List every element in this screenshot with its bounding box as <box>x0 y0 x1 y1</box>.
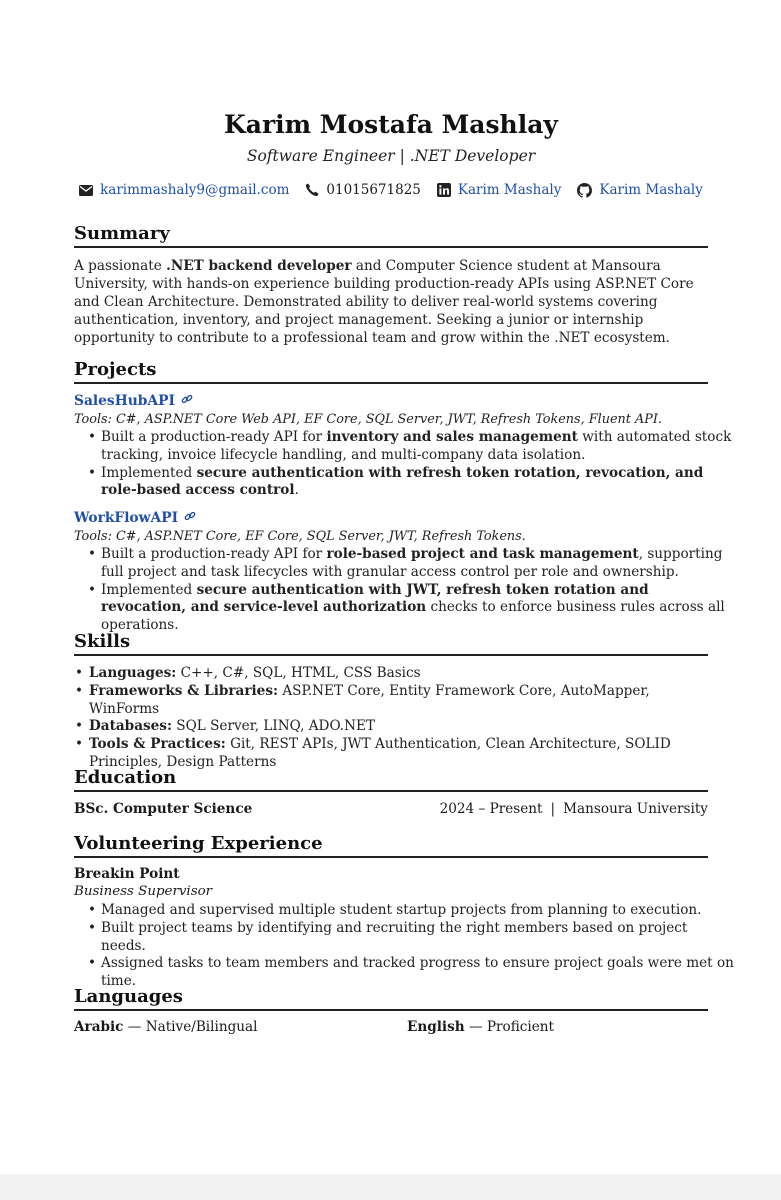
summary-text-part: A passionate <box>74 258 167 274</box>
link-icon[interactable] <box>181 392 193 410</box>
email-link[interactable]: karimmashaly9@gmail.com <box>100 182 290 198</box>
education-entry <box>74 800 708 818</box>
contact-phone <box>305 182 420 198</box>
project-title-saleshub[interactable] <box>74 392 193 410</box>
volunteer-org: Breakin Point <box>74 866 180 882</box>
separator: | <box>550 801 556 817</box>
summary-heading: Summary <box>74 223 708 248</box>
envelope-icon <box>79 185 93 196</box>
bullet-text: Implemented <box>101 581 197 598</box>
candidate-name: Karim Mostafa Mashlay <box>224 110 558 139</box>
bullet-bold: inventory and sales management <box>326 429 578 445</box>
list-item: • Built project teams by identifying and recruiting the right members based on project needs. <box>101 920 735 956</box>
bullet-text: checks to enforce business rules across all operations. <box>101 599 725 634</box>
bullet-text: . <box>294 482 299 499</box>
summary-text-bold: .NET backend developer <box>166 258 352 274</box>
linkedin-icon <box>437 183 451 197</box>
list-item <box>89 718 723 736</box>
project-bullets <box>74 429 735 500</box>
language-level: — Native/Bilingual <box>123 1019 258 1035</box>
contact-row <box>74 182 708 198</box>
education-meta <box>440 800 708 818</box>
project-tools: Tools: C#, ASP.NET Core, EF Core, SQL Server, JWT, Refresh Tokens. <box>74 529 526 544</box>
skill-value: C++, C#, SQL, HTML, CSS Basics <box>176 665 421 681</box>
language-name: Arabic <box>74 1019 124 1035</box>
bullet-text: Implemented <box>101 464 197 481</box>
volunteering-heading: Volunteering Experience <box>74 833 708 858</box>
bullet-text: , supporting full project and task lifecycles with granular access control per role and ownership. <box>101 546 723 580</box>
project-bullets <box>74 546 735 635</box>
skills-list <box>74 665 723 772</box>
projects-heading: Projects <box>74 359 708 384</box>
list-item: • Assigned tasks to team members and tracked progress to ensure project goals were met on time. <box>101 955 735 991</box>
bullet-bold: secure authentication with JWT, refresh token rotation and revocation, and service-level authorization <box>101 581 649 616</box>
list-item <box>89 683 723 719</box>
skills-heading: Skills <box>74 631 708 656</box>
link-icon[interactable] <box>184 509 196 527</box>
languages-heading: Languages <box>74 986 708 1011</box>
list-item <box>101 582 735 635</box>
volunteer-role: Business Supervisor <box>74 884 213 899</box>
education-dates: 2024 – Present <box>439 801 543 817</box>
language-entry <box>74 1018 258 1036</box>
github-icon <box>577 183 592 198</box>
project-tools: Tools: C#, ASP.NET Core Web API, EF Core, SQL Server, JWT, Refresh Tokens, Fluent API. <box>74 412 662 427</box>
list-item <box>101 546 735 582</box>
bullet-text: Built a production-ready API for <box>101 546 327 562</box>
list-item: • Managed and supervised multiple student startup projects from planning to execution. <box>101 902 735 920</box>
bullet-bold: secure authentication with refresh token rotation, revocation, and role-based access control <box>101 464 704 499</box>
list-item <box>101 429 735 465</box>
language-level: — Proficient <box>464 1019 554 1035</box>
github-link[interactable]: Karim Mashaly <box>599 182 703 198</box>
candidate-title: Software Engineer | .NET Developer <box>246 147 536 165</box>
skill-value: SQL Server, LINQ, ADO.NET <box>171 718 376 735</box>
contact-github[interactable] <box>577 182 703 198</box>
skill-label: Frameworks & Libraries: <box>89 682 278 699</box>
bullet-bold: role-based project and task management <box>326 546 639 562</box>
degree: BSc. Computer Science <box>74 801 253 817</box>
bullet-text: with automated stock tracking, invoice lifecycle handling, and multi-company data isolation. <box>101 429 732 463</box>
project-name[interactable]: SalesHubAPI <box>74 393 175 409</box>
summary-text <box>74 257 708 347</box>
skill-label: Languages: <box>89 665 177 681</box>
bullet-text: Built a production-ready API for <box>101 429 327 445</box>
language-entry <box>407 1018 554 1036</box>
phone-icon <box>305 183 319 197</box>
list-item <box>101 465 735 501</box>
contact-email[interactable] <box>79 182 289 198</box>
summary-text-part: and Computer Science student at Mansoura University, with hands-on experience building production-ready APIs using ASP.NET Core and Clean Architecture. Demonstrated ability to deliver real-world systems covering authentication, inventory, and project management. Seeking a junior or internship opportunity to contribute to a professional team and grow within the .NET ecosystem. <box>74 258 694 346</box>
skill-value: ASP.NET Core, Entity Framework Core, AutoMapper, WinForms <box>89 682 650 717</box>
skill-label: Tools & Practices: <box>89 736 226 753</box>
skill-label: Databases: <box>89 718 172 735</box>
phone-number: 01015671825 <box>326 182 421 198</box>
project-name[interactable]: WorkFlowAPI <box>74 510 179 526</box>
contact-linkedin[interactable] <box>437 182 562 198</box>
school: Mansoura University <box>563 801 708 817</box>
language-name: English <box>407 1019 465 1035</box>
linkedin-link[interactable]: Karim Mashaly <box>457 182 562 198</box>
list-item <box>89 665 723 683</box>
skill-value: Git, REST APIs, JWT Authentication, Clean Architecture, SOLID Principles, Design Patterns <box>89 736 671 770</box>
project-title-workflow[interactable] <box>74 509 196 527</box>
volunteer-bullets <box>74 902 735 991</box>
education-heading: Education <box>74 767 708 792</box>
